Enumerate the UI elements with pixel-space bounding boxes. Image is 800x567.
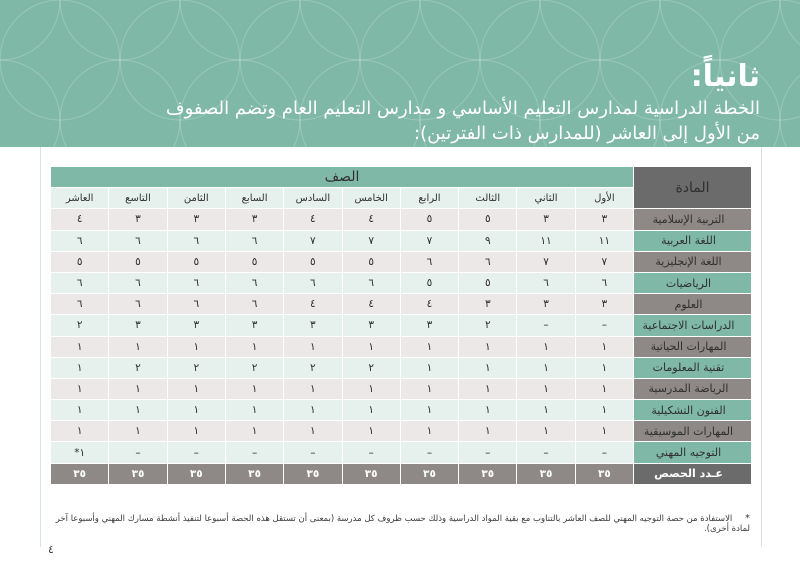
period-count-cell: ٦ — [342, 272, 400, 293]
period-count-cell: ٦ — [109, 272, 167, 293]
subject-cell: اللغة الإنجليزية — [634, 251, 752, 272]
period-count-cell: ١ — [51, 336, 109, 357]
period-count-cell: ١ — [284, 400, 342, 421]
period-count-cell: ١ — [284, 378, 342, 399]
subject-cell: اللغة العربية — [634, 230, 752, 251]
period-count-cell: – — [225, 442, 283, 463]
period-count-cell: ٣ — [459, 294, 517, 315]
grade-group-header: الصف — [51, 167, 634, 188]
total-value-cell: ٣٥ — [400, 463, 458, 484]
period-count-cell: ١ — [284, 421, 342, 442]
table-row — [51, 421, 752, 442]
total-value-cell: ٣٥ — [109, 463, 167, 484]
period-count-cell: ٥ — [167, 251, 225, 272]
period-count-cell: ٦ — [109, 230, 167, 251]
table-row — [51, 315, 752, 336]
period-count-cell: ٣ — [575, 209, 633, 230]
period-count-cell: ١ — [51, 400, 109, 421]
period-count-cell: ١ — [459, 357, 517, 378]
grade-column-header: الرابع — [400, 188, 458, 209]
period-count-cell: ١ — [284, 336, 342, 357]
period-count-cell: ٣ — [167, 209, 225, 230]
period-count-cell: ١ — [109, 421, 167, 442]
period-count-cell: ٦ — [225, 294, 283, 315]
period-count-cell: ٤ — [342, 294, 400, 315]
period-count-cell: ٤ — [51, 209, 109, 230]
period-count-cell: ١ — [517, 421, 575, 442]
period-count-cell: ٣ — [167, 315, 225, 336]
total-value-cell: ٣٥ — [517, 463, 575, 484]
period-count-cell: ١ — [517, 400, 575, 421]
period-count-cell: ١ — [400, 378, 458, 399]
period-count-cell: ١ — [342, 336, 400, 357]
period-count-cell: ٦ — [167, 272, 225, 293]
period-count-cell: – — [459, 442, 517, 463]
period-count-cell: ٣ — [400, 315, 458, 336]
total-value-cell: ٣٥ — [225, 463, 283, 484]
period-count-cell: ١ — [575, 378, 633, 399]
period-count-cell: ١ — [225, 421, 283, 442]
period-count-cell: ٦ — [109, 294, 167, 315]
period-count-cell: – — [284, 442, 342, 463]
heading-block — [166, 58, 760, 146]
period-count-cell: ٧ — [284, 230, 342, 251]
period-count-cell: ١ — [225, 336, 283, 357]
period-count-cell: – — [575, 442, 633, 463]
period-count-cell: ١ — [51, 421, 109, 442]
subject-cell: التوجيه المهني — [634, 442, 752, 463]
period-count-cell: – — [342, 442, 400, 463]
period-count-cell: ٣ — [109, 315, 167, 336]
period-count-cell: ٢ — [225, 357, 283, 378]
total-value-cell: ٣٥ — [284, 463, 342, 484]
period-count-cell: ٤ — [400, 294, 458, 315]
grade-column-header: السابع — [225, 188, 283, 209]
subject-cell: المهارات الموسيقية — [634, 421, 752, 442]
period-count-cell: ١ — [51, 378, 109, 399]
period-count-cell: ١ — [517, 378, 575, 399]
period-count-cell: ٧ — [342, 230, 400, 251]
total-value-cell: ٣٥ — [167, 463, 225, 484]
period-count-cell: ١ — [109, 400, 167, 421]
subtitle-line-1: الخطة الدراسية لمدارس التعليم الأساسي و مدارس التعليم العام وتضم الصفوف — [165, 98, 760, 119]
subject-column-header: المادة — [634, 167, 752, 209]
period-count-cell: ٩ — [459, 230, 517, 251]
period-count-cell: ١ — [400, 421, 458, 442]
subject-cell: الرياضيات — [634, 272, 752, 293]
period-count-cell: ١١ — [517, 230, 575, 251]
table-row — [51, 336, 752, 357]
period-count-cell: – — [109, 442, 167, 463]
period-count-cell: ٥ — [51, 251, 109, 272]
period-count-cell: ٤ — [342, 209, 400, 230]
total-row — [51, 463, 752, 484]
period-count-cell: ٣ — [225, 315, 283, 336]
grade-column-header: الخامس — [342, 188, 400, 209]
period-count-cell: ٦ — [284, 272, 342, 293]
period-count-cell: ١ — [459, 400, 517, 421]
period-count-cell: ٥ — [400, 209, 458, 230]
period-count-cell: ١ — [167, 400, 225, 421]
total-value-cell: ٣٥ — [459, 463, 517, 484]
table-row — [51, 209, 752, 230]
period-count-cell: ٣ — [575, 294, 633, 315]
total-value-cell: ٣٥ — [575, 463, 633, 484]
period-count-cell: ٢ — [284, 357, 342, 378]
grade-column-header: التاسع — [109, 188, 167, 209]
period-count-cell: – — [517, 442, 575, 463]
period-count-cell: ١ — [517, 336, 575, 357]
grade-column-header: السادس — [284, 188, 342, 209]
period-count-cell: ٦ — [167, 230, 225, 251]
footnote-text: الاستفادة من حصة التوجيه المهني للصف العاشر بالتناوب مع بقية المواد الدراسية وذلك حسب ظروف كل مدرسة (بمعنى أن تستقل هذه الحصة أسبوعا لتنفيذ أنشطة مسارك المهني وأسبوعا آخر لمادة أخرى). — [55, 514, 750, 534]
period-count-cell: ٢ — [459, 315, 517, 336]
period-count-cell: ٦ — [459, 251, 517, 272]
period-count-cell: ٥ — [459, 272, 517, 293]
period-count-cell: ١ — [109, 378, 167, 399]
subject-cell: تقنية المعلومات — [634, 357, 752, 378]
period-count-cell: ٦ — [167, 294, 225, 315]
period-count-cell: ٢ — [51, 315, 109, 336]
period-count-cell: ١ — [167, 378, 225, 399]
header-banner — [0, 0, 800, 147]
period-count-cell: ٥ — [284, 251, 342, 272]
subject-cell: الفنون التشكيلية — [634, 400, 752, 421]
table-row — [51, 251, 752, 272]
period-count-cell: – — [575, 315, 633, 336]
grade-column-header: الثامن — [167, 188, 225, 209]
period-count-cell: ٦ — [517, 272, 575, 293]
grade-column-header: العاشر — [51, 188, 109, 209]
total-label-cell: عـدد الحصص — [634, 463, 752, 484]
subject-cell: العلوم — [634, 294, 752, 315]
period-count-cell: ٥ — [342, 251, 400, 272]
subject-cell: الدراسات الاجتماعية — [634, 315, 752, 336]
period-count-cell: ١ — [167, 336, 225, 357]
period-count-cell: ١ — [575, 336, 633, 357]
footnote-marker: * — [745, 513, 750, 524]
grade-column-header: الأول — [575, 188, 633, 209]
study-plan-table — [50, 166, 752, 485]
period-count-cell: ٢ — [167, 357, 225, 378]
period-count-cell: ١ — [109, 336, 167, 357]
period-count-cell: ٣ — [342, 315, 400, 336]
period-count-cell: ١ — [342, 421, 400, 442]
period-count-cell: ١ — [400, 357, 458, 378]
period-count-cell: – — [167, 442, 225, 463]
table-row — [51, 400, 752, 421]
period-count-cell: ١ — [400, 336, 458, 357]
period-count-cell: ٦ — [575, 272, 633, 293]
period-count-cell: ١ — [459, 336, 517, 357]
period-count-cell: ١ — [400, 400, 458, 421]
period-count-cell: ٤ — [284, 294, 342, 315]
period-count-cell: – — [517, 315, 575, 336]
period-count-cell: ٥ — [225, 251, 283, 272]
period-count-cell: ٣ — [109, 209, 167, 230]
period-count-cell: ٥ — [109, 251, 167, 272]
subject-cell: الرياضة المدرسية — [634, 378, 752, 399]
period-count-cell: ٧ — [400, 230, 458, 251]
period-count-cell: ٣ — [517, 294, 575, 315]
table-row — [51, 294, 752, 315]
period-count-cell: ٦ — [51, 230, 109, 251]
period-count-cell: ٦ — [225, 272, 283, 293]
period-count-cell: ٦ — [51, 294, 109, 315]
period-count-cell: ٥ — [400, 272, 458, 293]
period-count-cell: ١ — [575, 400, 633, 421]
page-number: ٤ — [48, 543, 54, 556]
period-count-cell: ٦ — [51, 272, 109, 293]
period-count-cell: ٧ — [575, 251, 633, 272]
period-count-cell: ١ — [167, 421, 225, 442]
total-value-cell: ٣٥ — [342, 463, 400, 484]
period-count-cell: ١ — [459, 421, 517, 442]
subject-cell: المهارات الحياتية — [634, 336, 752, 357]
period-count-cell: ٦ — [225, 230, 283, 251]
period-count-cell: ١ — [517, 357, 575, 378]
period-count-cell: ٣ — [517, 209, 575, 230]
period-count-cell: ١١ — [575, 230, 633, 251]
total-value-cell: ٣٥ — [51, 463, 109, 484]
table-row — [51, 442, 752, 463]
subject-cell: التربية الإسلامية — [634, 209, 752, 230]
grade-column-header: الثاني — [517, 188, 575, 209]
period-count-cell: ٥ — [459, 209, 517, 230]
subtitle-line-2: من الأول إلى العاشر (للمدارس ذات الفترتين): — [414, 123, 760, 144]
period-count-cell: ١* — [51, 442, 109, 463]
footnote — [50, 513, 750, 534]
table-row — [51, 378, 752, 399]
table-row — [51, 357, 752, 378]
period-count-cell: – — [400, 442, 458, 463]
page-title: ثانياً: — [690, 59, 760, 94]
period-count-cell: ١ — [225, 400, 283, 421]
period-count-cell: ١ — [225, 378, 283, 399]
period-count-cell: ٢ — [342, 357, 400, 378]
period-count-cell: ٧ — [517, 251, 575, 272]
period-count-cell: ١ — [459, 378, 517, 399]
grade-column-header: الثالث — [459, 188, 517, 209]
table-row — [51, 272, 752, 293]
table-body — [51, 209, 752, 484]
period-count-cell: ١ — [575, 357, 633, 378]
table-row — [51, 230, 752, 251]
period-count-cell: ١ — [575, 421, 633, 442]
period-count-cell: ٣ — [284, 315, 342, 336]
period-count-cell: ١ — [342, 400, 400, 421]
period-count-cell: ١ — [51, 357, 109, 378]
period-count-cell: ٣ — [225, 209, 283, 230]
period-count-cell: ١ — [342, 378, 400, 399]
period-count-cell: ٤ — [284, 209, 342, 230]
period-count-cell: ٢ — [109, 357, 167, 378]
period-count-cell: ٦ — [400, 251, 458, 272]
